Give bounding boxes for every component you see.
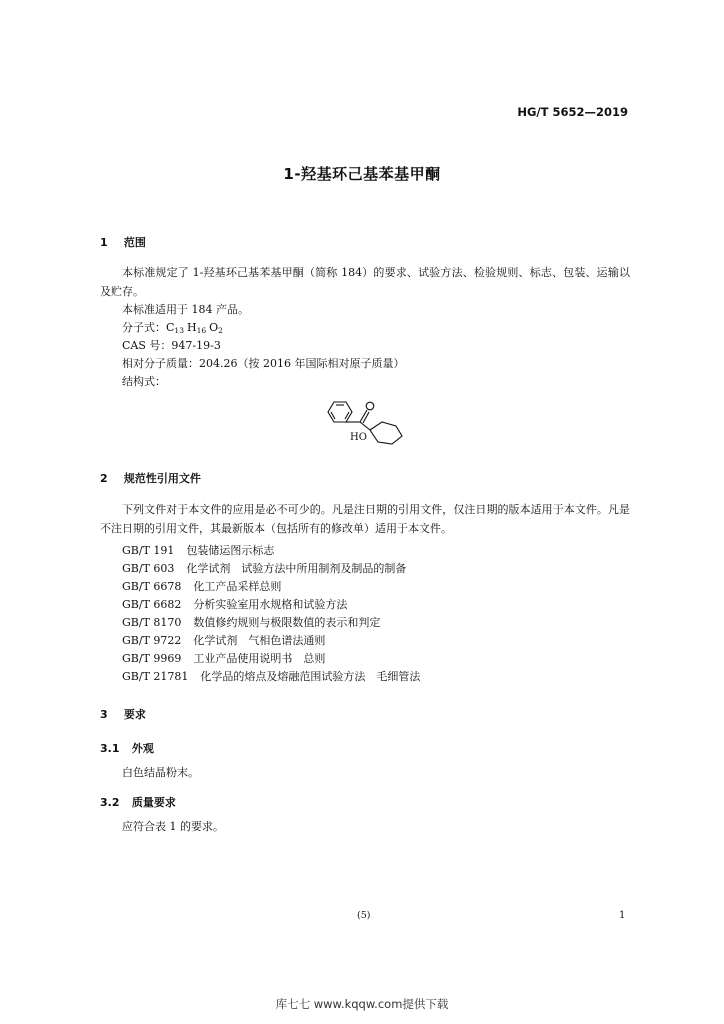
footer-code: (5) bbox=[357, 910, 371, 921]
formula-element: O bbox=[209, 321, 219, 334]
reference-item bbox=[122, 578, 281, 594]
reference-code: GB/T 6682 bbox=[122, 598, 182, 611]
subsection-number: 3.1 bbox=[100, 742, 120, 755]
subsection-title: 质量要求 bbox=[131, 796, 176, 809]
quality-text: 应符合表 1 的要求。 bbox=[122, 820, 224, 833]
subsection-number: 3.2 bbox=[100, 796, 120, 809]
reference-code: GB/T 191 bbox=[122, 544, 175, 557]
section-3-heading bbox=[100, 706, 146, 722]
formula-subscript: 13 bbox=[174, 326, 184, 335]
carbonyl-bond bbox=[360, 410, 367, 422]
section-number: 2 bbox=[100, 472, 108, 485]
reference-item bbox=[122, 650, 325, 666]
reference-item bbox=[122, 596, 347, 612]
scope-applicability: 本标准适用于 184 产品。 bbox=[122, 303, 249, 316]
formula-element: H bbox=[186, 321, 197, 334]
section-title: 规范性引用文件 bbox=[123, 472, 201, 485]
reference-title: 化学试剂 试验方法中所用制剂及制品的制备 bbox=[186, 562, 407, 575]
section-number: 3 bbox=[100, 708, 108, 721]
section-title: 要求 bbox=[123, 708, 146, 721]
hydroxyl-label: HO bbox=[350, 432, 367, 443]
subsection-3-1-heading bbox=[100, 740, 154, 756]
reference-title: 化工产品采样总则 bbox=[193, 580, 282, 593]
oxygen-atom bbox=[366, 402, 374, 410]
section-2-heading bbox=[100, 470, 201, 486]
formula-subscript: 2 bbox=[218, 326, 223, 335]
references-paragraph: 下列文件对于本文件的应用是必不可少的。凡是注日期的引用文件，仅注日期的版本适用于本文件。凡是不注日期的引用文件，其最新版本（包括所有的修改单）适用于本文件。 bbox=[100, 503, 630, 535]
standard-code: HG/T 5652—2019 bbox=[517, 105, 628, 119]
formula-label: 分子式： bbox=[122, 321, 166, 334]
section-1-heading bbox=[100, 234, 146, 250]
reference-title: 包装储运图示标志 bbox=[186, 544, 275, 557]
section-title: 范围 bbox=[123, 236, 146, 249]
subsection-3-2-heading bbox=[100, 794, 176, 810]
reference-item bbox=[122, 542, 274, 558]
subsection-title: 外观 bbox=[131, 742, 154, 755]
formula-element: C bbox=[166, 321, 175, 334]
scope-paragraph: 本标准规定了 1-羟基环己基苯基甲酮（简称 184）的要求、试验方法、检验规则、标志、包装、运输以及贮存。 bbox=[100, 266, 630, 298]
structural-formula bbox=[322, 398, 417, 448]
reference-code: GB/T 9969 bbox=[122, 652, 182, 665]
reference-title: 化学品的熔点及熔融范围试验方法 毛细管法 bbox=[200, 670, 421, 683]
reference-code: GB/T 9722 bbox=[122, 634, 182, 647]
download-watermark[interactable]: 库七七 www.kqqw.com提供下载 bbox=[275, 997, 449, 1011]
reference-item bbox=[122, 614, 380, 630]
reference-item bbox=[122, 560, 406, 576]
cyclohexane-ring bbox=[370, 422, 402, 444]
reference-title: 化学试剂 气相色谱法通则 bbox=[193, 634, 326, 647]
page-number: 1 bbox=[619, 910, 626, 921]
reference-title: 工业产品使用说明书 总则 bbox=[193, 652, 326, 665]
structure-label: 结构式： bbox=[122, 375, 166, 388]
appearance-text: 白色结晶粉末。 bbox=[122, 766, 199, 779]
reference-title: 分析实验室用水规格和试验方法 bbox=[193, 598, 348, 611]
reference-code: GB/T 8170 bbox=[122, 616, 182, 629]
document-title: 1-羟基环己基苯基甲酮 bbox=[283, 165, 441, 183]
reference-code: GB/T 6678 bbox=[122, 580, 182, 593]
section-number: 1 bbox=[100, 236, 108, 249]
reference-code: GB/T 21781 bbox=[122, 670, 189, 683]
reference-item bbox=[122, 668, 420, 684]
molecular-formula bbox=[122, 320, 223, 339]
cas-number: CAS 号：947-19-3 bbox=[122, 339, 221, 352]
formula-subscript: 16 bbox=[196, 326, 207, 335]
reference-title: 数值修约规则与极限数值的表示和判定 bbox=[193, 616, 381, 629]
reference-item bbox=[122, 632, 325, 648]
molar-mass: 相对分子质量：204.26（按 2016 年国际相对原子质量） bbox=[122, 357, 405, 370]
reference-code: GB/T 603 bbox=[122, 562, 175, 575]
